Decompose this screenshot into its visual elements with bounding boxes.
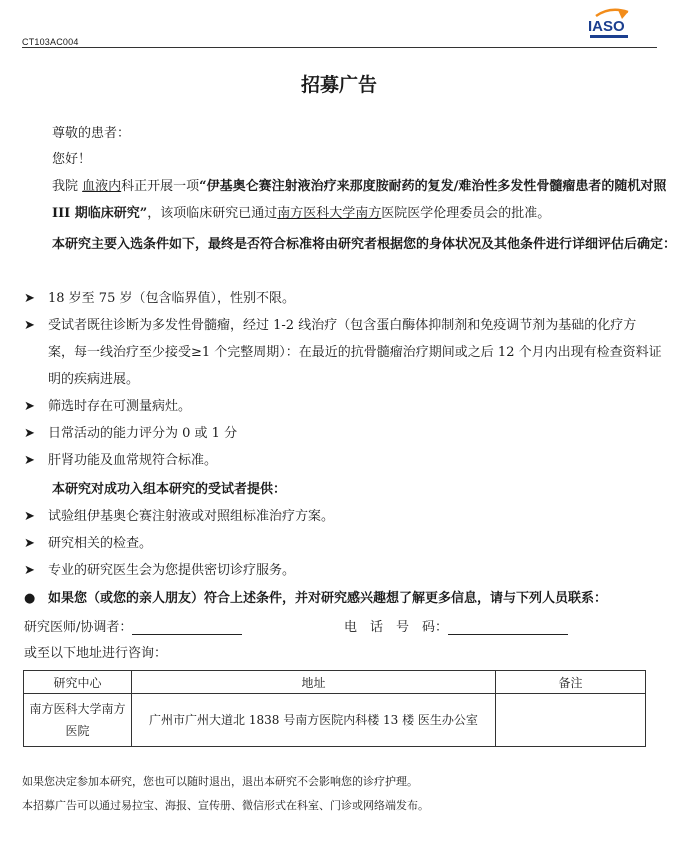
page-title: 招募广告	[300, 74, 377, 96]
department-name: 血液内	[82, 179, 122, 194]
criteria-list	[22, 285, 662, 474]
benefits-intro: 本研究对成功入组本研究的受试者提供：	[52, 482, 287, 497]
criteria-intro: 本研究主要入选条件如下，最终是否符合标准将由研究者根据您的身体状况及其他条件进行详细评估后确定：	[52, 237, 677, 252]
svg-text:IASO: IASO	[588, 18, 625, 35]
phone-label: 电 话 号 码：	[344, 620, 449, 635]
greeting-salutation: 尊敬的患者：	[52, 126, 131, 141]
intro-text-3: ，该项临床研究已通过	[147, 206, 278, 221]
research-sites-table	[23, 670, 646, 747]
arrow-bullet-icon: ➤	[24, 509, 35, 524]
cell-center: 南方医科大学南方医院	[24, 694, 132, 747]
intro-text-1: 我院	[52, 179, 83, 194]
intro-text-2: 科正开展一项	[121, 179, 200, 194]
list-item: ➤ 受试者既往诊断为多发性骨髓瘤，经过 1-2 线治疗（包含蛋白酶体抑制剂和免疫调节剂为基础的化疗方案，每一线治疗至少接受≥1 个完整周期）：在最近的抗骨髓瘤治疗期间或之后 12 个月内出现有检查资料证明的疾病进展。	[22, 312, 662, 393]
dot-bullet-icon: ●	[24, 591, 36, 606]
arrow-bullet-icon: ➤	[24, 536, 35, 551]
coordinator-label: 研究医师/协调者：	[24, 620, 133, 635]
intro-text-4: 医院医学伦理委员会的批准。	[381, 206, 551, 221]
phone-row	[344, 616, 568, 635]
footer-note-withdraw: 如果您决定参加本研究，您也可以随时退出，退出本研究不会影响您的诊疗护理。	[22, 775, 418, 788]
cell-note	[496, 694, 646, 747]
cell-address: 广州市广州大道北 1838 号南方医院内科楼 13 楼 医生办公室	[132, 694, 496, 747]
call-to-action: ● 如果您（或您的亲人朋友）符合上述条件，并对研究感兴趣想了解更多信息，请与下列人员联系：	[22, 585, 662, 612]
list-item: ➤ 研究相关的检查。	[22, 530, 662, 557]
list-item: ➤ 专业的研究医生会为您提供密切诊疗服务。	[22, 557, 662, 584]
hospital-name: 南方医科大学南方	[277, 206, 382, 221]
table-header-note: 备注	[496, 671, 646, 694]
document-code: CT103AC004	[22, 37, 79, 47]
list-item: ➤ 18 岁至 75 岁（包含临界值），性别不限。	[22, 285, 662, 312]
list-item: ➤ 筛选时存在可测量病灶。	[22, 393, 662, 420]
intro-paragraph	[24, 173, 678, 227]
study-title: “伊基奥仑赛注射液治疗来那度胺耐药的复发/难治性多发性骨髓瘤患者的随机对照 III 期临床研究”	[52, 179, 667, 221]
arrow-bullet-icon: ➤	[24, 426, 35, 441]
footer-note-publication: 本招募广告可以通过易拉宝、海报、宣传册、微信形式在科室、门诊或网络端发布。	[22, 799, 429, 812]
phone-blank-line	[448, 620, 568, 635]
greeting-hello: 您好！	[52, 152, 92, 167]
iaso-logo	[588, 8, 634, 42]
list-item: ➤ 日常活动的能力评分为 0 或 1 分	[22, 420, 662, 447]
table-row	[24, 694, 646, 747]
table-header-center: 研究中心	[24, 671, 132, 694]
list-item: ➤ 试验组伊基奥仑赛注射液或对照组标准治疗方案。	[22, 503, 662, 530]
arrow-bullet-icon: ➤	[24, 291, 35, 306]
arrow-bullet-icon: ➤	[24, 453, 35, 468]
arrow-bullet-icon: ➤	[24, 563, 35, 578]
coordinator-row	[24, 616, 242, 635]
address-intro: 或至以下地址进行咨询：	[24, 646, 168, 661]
list-item: ➤ 肝肾功能及血常规符合标准。	[22, 447, 662, 474]
coordinator-blank-line	[132, 620, 242, 635]
arrow-bullet-icon: ➤	[24, 399, 35, 414]
table-header-address: 地址	[132, 671, 496, 694]
arrow-bullet-icon: ➤	[24, 318, 35, 333]
header-divider	[22, 47, 657, 48]
benefits-list	[22, 503, 662, 584]
